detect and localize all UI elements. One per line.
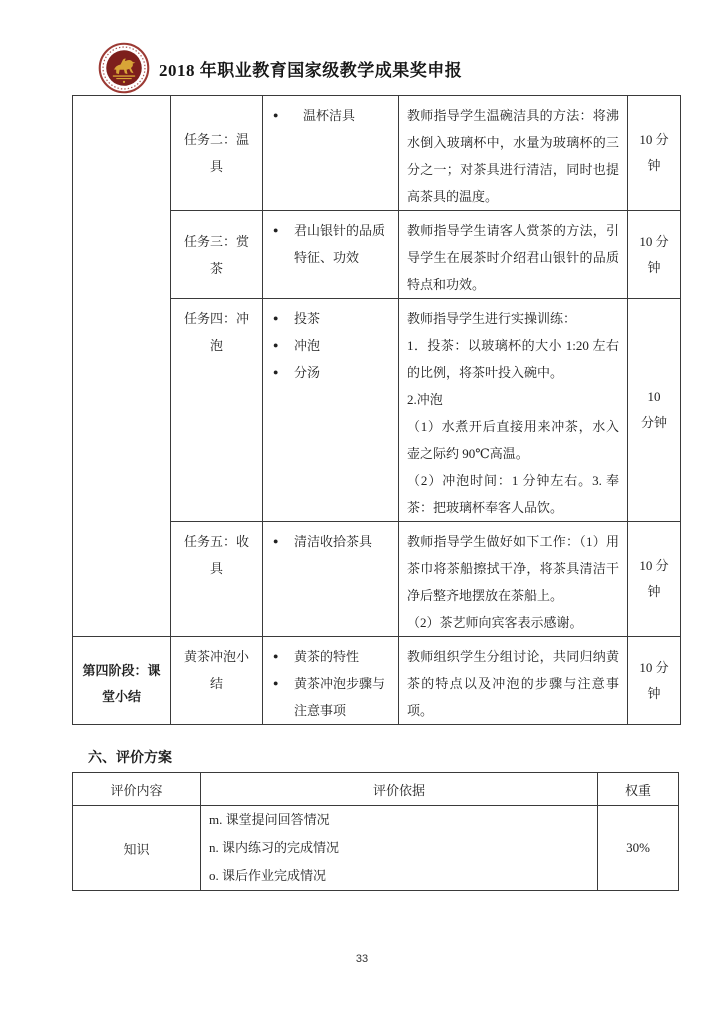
task-cell: 任务三：赏茶 [171,211,263,299]
page-title: 2018 年职业教育国家级教学成果奖申报 [159,60,463,80]
eval-weight-cell: 30% [598,806,679,891]
duration-line: 10 [647,389,661,404]
point-item: ● 分汤 [271,359,390,386]
guidance-cell [399,211,628,299]
duration-cell [628,211,681,299]
points-cell [263,522,399,637]
eval-content-cell: 知识 [73,806,201,891]
stage-cell: 第四阶段：课堂小结 [73,637,171,725]
eval-basis-cell [201,806,598,891]
guidance-paragraph: 教师指导学生做好如下工作：（1）用茶巾将茶船擦拭干净，将茶具清洁干净后整齐地摆放在茶船上。 [407,534,619,603]
column-header-basis: 评价依据 [201,773,598,806]
guidance-paragraph: 教师组织学生分组讨论，共同归纳黄茶的特点以及冲泡的步骤与注意事项。 [407,649,619,718]
duration-line: 钟 [647,584,661,599]
duration-line: 10 分 [639,233,669,249]
guidance-cell [399,299,628,522]
table-row [73,806,679,891]
point-item: ● 清洁收拾茶具 [271,528,390,555]
duration-line: 10 分 [639,558,669,573]
duration-cell [628,96,681,211]
table-header-row [73,773,679,806]
guidance-cell [399,522,628,637]
column-header-content: 评价内容 [73,773,201,806]
duration-line: 钟 [647,259,661,275]
point-item: ● 君山银针的品质特征、功效 [271,217,390,271]
point-item: ● 黄茶的特性 [271,643,390,670]
stage-cell-empty [73,96,171,637]
point-item: ● 黄茶冲泡步骤与注意事项 [271,670,390,724]
guidance-paragraph: 1．投茶：以玻璃杯的大小 1:20 左右的比例，将茶叶投入碗中。 [407,338,619,380]
guidance-paragraph: 教师指导学生温碗洁具的方法：将沸水倒入玻璃杯中，水量为玻璃杯的三分之一；对茶具进行清洁，同时也提高茶具的温度。 [407,108,619,204]
points-cell [263,299,399,522]
page-header [98,42,462,94]
guidance-paragraph: （2）茶艺师向宾客表示感谢。 [407,615,583,630]
evaluation-table [72,772,679,891]
basis-item: n. 课内练习的完成情况 [209,840,340,855]
duration-line: 分钟 [640,415,667,430]
task-cell: 任务二：温具 [171,96,263,211]
point-item: ● 温杯洁具 [271,102,390,129]
basis-item: o. 课后作业完成情况 [209,868,327,883]
duration-line: 钟 [647,158,661,173]
column-header-weight: 权重 [598,773,679,806]
task-cell: 黄茶冲泡小结 [171,637,263,725]
basis-item: m. 课堂提问回答情况 [209,812,330,827]
guidance-cell [399,96,628,211]
guidance-paragraph: （2）冲泡时间：1 分钟左右。3. 奉茶：把玻璃杯奉客人品饮。 [407,473,619,515]
points-cell [263,211,399,299]
guidance-paragraph: 2.冲泡 [407,392,443,407]
point-item: ● 冲泡 [271,332,390,359]
points-cell [263,637,399,725]
guidance-paragraph: 教师指导学生进行实操训练： [407,311,577,326]
section-heading-evaluation: 六、评价方案 [88,751,172,766]
task-cell: 任务五：收具 [171,522,263,637]
table-row [73,637,681,725]
duration-cell [628,522,681,637]
school-seal-logo [98,42,150,94]
point-item: ● 投茶 [271,305,390,332]
guidance-cell [399,637,628,725]
duration-cell [628,637,681,725]
guidance-paragraph: 教师指导学生请客人赏茶的方法，引导学生在展茶时介绍君山银针的品质特点和功效。 [407,223,619,292]
page-number: 33 [355,953,369,965]
duration-line: 10 分 [639,659,669,675]
table-row [73,96,681,211]
duration-line: 钟 [647,685,661,701]
duration-line: 10 分 [639,132,669,147]
lesson-plan-table [72,95,681,725]
task-cell: 任务四：冲泡 [171,299,263,522]
duration-cell [628,299,681,522]
points-cell [263,96,399,211]
guidance-paragraph: （1）水煮开后直接用来冲茶，水入壶之际约 90℃高温。 [407,419,619,461]
